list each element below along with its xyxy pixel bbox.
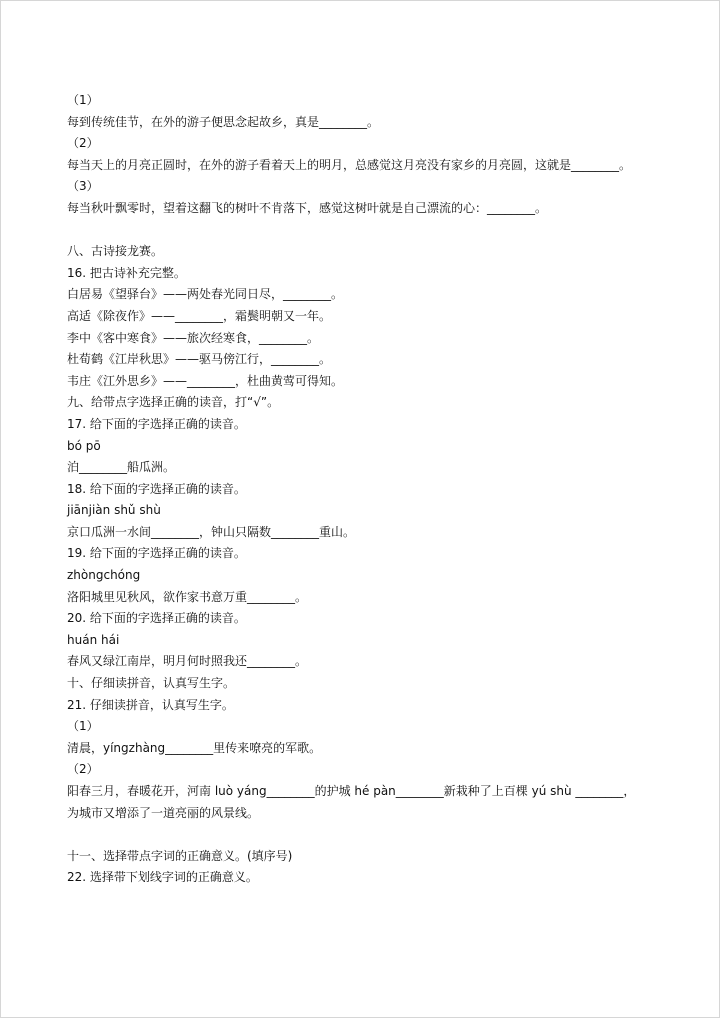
text-line: 21. 仔细读拼音，认真写生字。 <box>67 697 234 712</box>
text-line: 18. 给下面的字选择正确的读音。 <box>67 481 246 496</box>
text-line: bó pō <box>67 438 101 453</box>
text-line: （2） <box>67 136 99 151</box>
text-line: 十一、选择带点字词的正确意义。(填序号) <box>67 848 293 863</box>
text-line: jiānjiàn shǔ shù <box>67 503 161 518</box>
text-line: 22. 选择带下划线字词的正确意义。 <box>67 870 258 885</box>
text-line: （1） <box>67 719 99 734</box>
text-line: （2） <box>67 762 99 777</box>
blank-line <box>67 220 667 242</box>
text-line: huán hái <box>67 632 120 647</box>
text-line: 李中《客中寒食》——旅次经寒食，________。 <box>67 330 320 345</box>
document-body <box>67 90 667 889</box>
text-line: 泊________船瓜洲。 <box>67 460 176 475</box>
text-line: （3） <box>67 179 99 194</box>
text-line: 每到传统佳节，在外的游子便思念起故乡，真是________。 <box>67 114 380 129</box>
text-line: 高适《除夜作》——________，霜鬓明朝又一年。 <box>67 308 332 323</box>
blank-line <box>67 824 667 846</box>
text-line: 19. 给下面的字选择正确的读音。 <box>67 546 246 561</box>
text-line: （1） <box>67 93 99 107</box>
text-line: 十、仔细读拼音，认真写生字。 <box>67 676 236 691</box>
text-line: 京口瓜洲一水间________，钟山只隔数________重山。 <box>67 524 356 539</box>
text-line: 春风又绿江南岸，明月何时照我还________。 <box>67 654 308 669</box>
text-line: 16. 把古诗补充完整。 <box>67 265 186 280</box>
text-line: 每当秋叶飘零时，望着这翻飞的树叶不肯落下，感觉这树叶就是自己漂流的心：________。 <box>67 200 548 215</box>
text-line: 九、给带点字选择正确的读音，打“√”。 <box>67 395 280 410</box>
text-line: 每当天上的月亮正圆时，在外的游子看着天上的明月，总感觉这月亮没有家乡的月亮圆，这就是________。 <box>67 157 632 172</box>
text-line: 为城市又增添了一道亮丽的风景线。 <box>67 805 260 820</box>
text-line: 20. 给下面的字选择正确的读音。 <box>67 611 246 626</box>
text-line: 杜荀鹤《江岸秋思》——驱马傍江行，________。 <box>67 352 332 367</box>
text-line: 八、古诗接龙赛。 <box>67 244 164 259</box>
text-line: 17. 给下面的字选择正确的读音。 <box>67 416 246 431</box>
text-line: 洛阳城里见秋风，欲作家书意万重________。 <box>67 589 308 604</box>
text-line: 白居易《望驿台》——两处春光同日尽，________。 <box>67 287 344 302</box>
text-line: zhòngchóng <box>67 568 141 583</box>
text-line: 阳春三月，春暖花开，河南 luò yáng________的护城 hé pàn________新栽种了上百棵 yú shù ________， <box>67 784 636 798</box>
text-line: 韦庄《江外思乡》——________，杜曲黄莺可得知。 <box>67 373 344 388</box>
text-line: 清晨，yíngzhàng________里传来嘹亮的军歌。 <box>67 740 322 755</box>
